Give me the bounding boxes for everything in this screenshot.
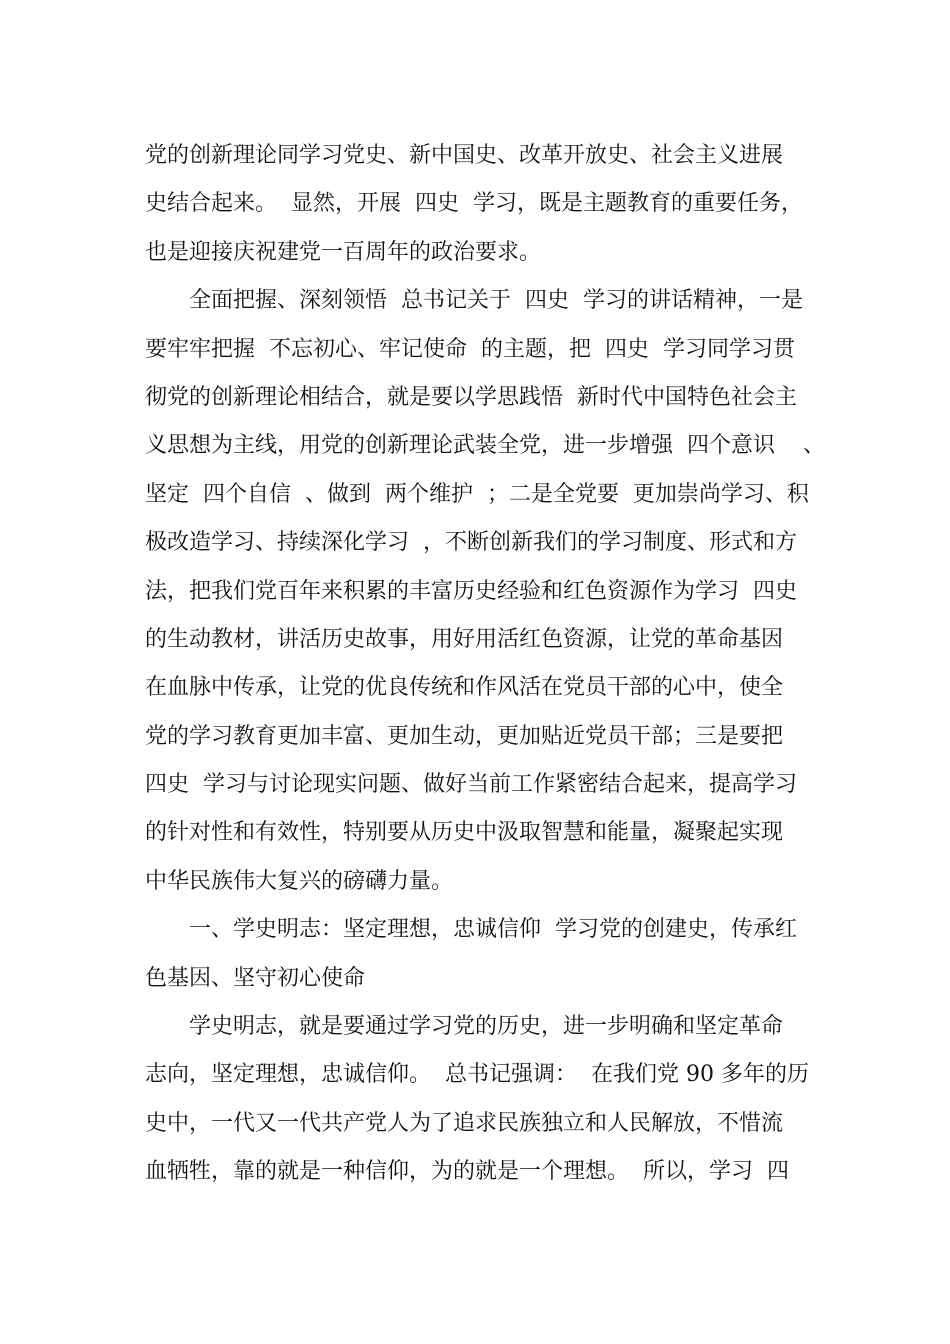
section-heading: 一、学史明志：坚定理想，忠诚信仰 学习党的创建史，传承红 <box>189 917 797 943</box>
text-line: 党的学习教育更加丰富、更加生动，更加贴近党员干部；三是要把 <box>145 723 784 749</box>
text-line: 血牺牲，靠的就是一种信仰，为的就是一个理想。 所以，学习 四 <box>145 1159 789 1185</box>
text-line: 的针对性和有效性，特别要从历史中汲取智慧和能量，凝聚起实现 <box>145 820 784 846</box>
text-line: 彻党的创新理论相结合，就是要以学思践悟 新时代中国特色社会主 <box>145 384 797 410</box>
text-line: 史结合起来。 显然，开展 四史 学习，既是主题教育的重要任务， <box>145 191 803 217</box>
text-line: 志向，坚定理想，忠诚信仰。 总书记强调： 在我们党 90 多年的历 <box>145 1062 809 1088</box>
text-line: 坚定 四个自信 、做到 两个维护 ；二是全党要 更加崇尚学习、积 <box>145 481 809 507</box>
text-line: 要牢牢把握 不忘初心、牢记使命 的主题，把 四史 学习同学习贯 <box>145 336 795 362</box>
text-line: 在血脉中传承，让党的优良传统和作风活在党员干部的心中，使全 <box>145 675 784 701</box>
text-line: 史中，一代又一代共产党人为了追求民族独立和人民解放，不惜流 <box>145 1110 784 1136</box>
text-line: 极改造学习、持续深化学习 ，不断创新我们的学习制度、形式和方 <box>145 530 797 556</box>
text-line: 也是迎接庆祝建党一百周年的政治要求。 <box>145 239 542 265</box>
text-line: 四史 学习与讨论现实问题、做好当前工作紧密结合起来，提高学习 <box>145 772 797 798</box>
text-line: 学史明志，就是要通过学习党的历史，进一步明确和坚定革命 <box>189 1014 784 1040</box>
text-line: 法，把我们党百年来积累的丰富历史经验和红色资源作为学习 四史 <box>145 578 797 604</box>
text-line: 党的创新理论同学习党史、新中国史、改革开放史、社会主义进展 <box>145 143 784 168</box>
text-line: 全面把握、深刻领悟 总书记关于 四史 学习的讲话精神，一是 <box>189 288 803 314</box>
text-line: 的生动教材，讲活历史故事，用好用活红色资源，让党的革命基因 <box>145 626 784 652</box>
text-line: 中华民族伟大复兴的磅礴力量。 <box>145 868 454 894</box>
text-line: 义思想为主线，用党的创新理论武装全党，进一步增强 四个意识 、 <box>145 433 825 459</box>
section-heading: 色基因、坚守初心使命 <box>145 965 366 991</box>
document-body <box>145 132 825 1197</box>
